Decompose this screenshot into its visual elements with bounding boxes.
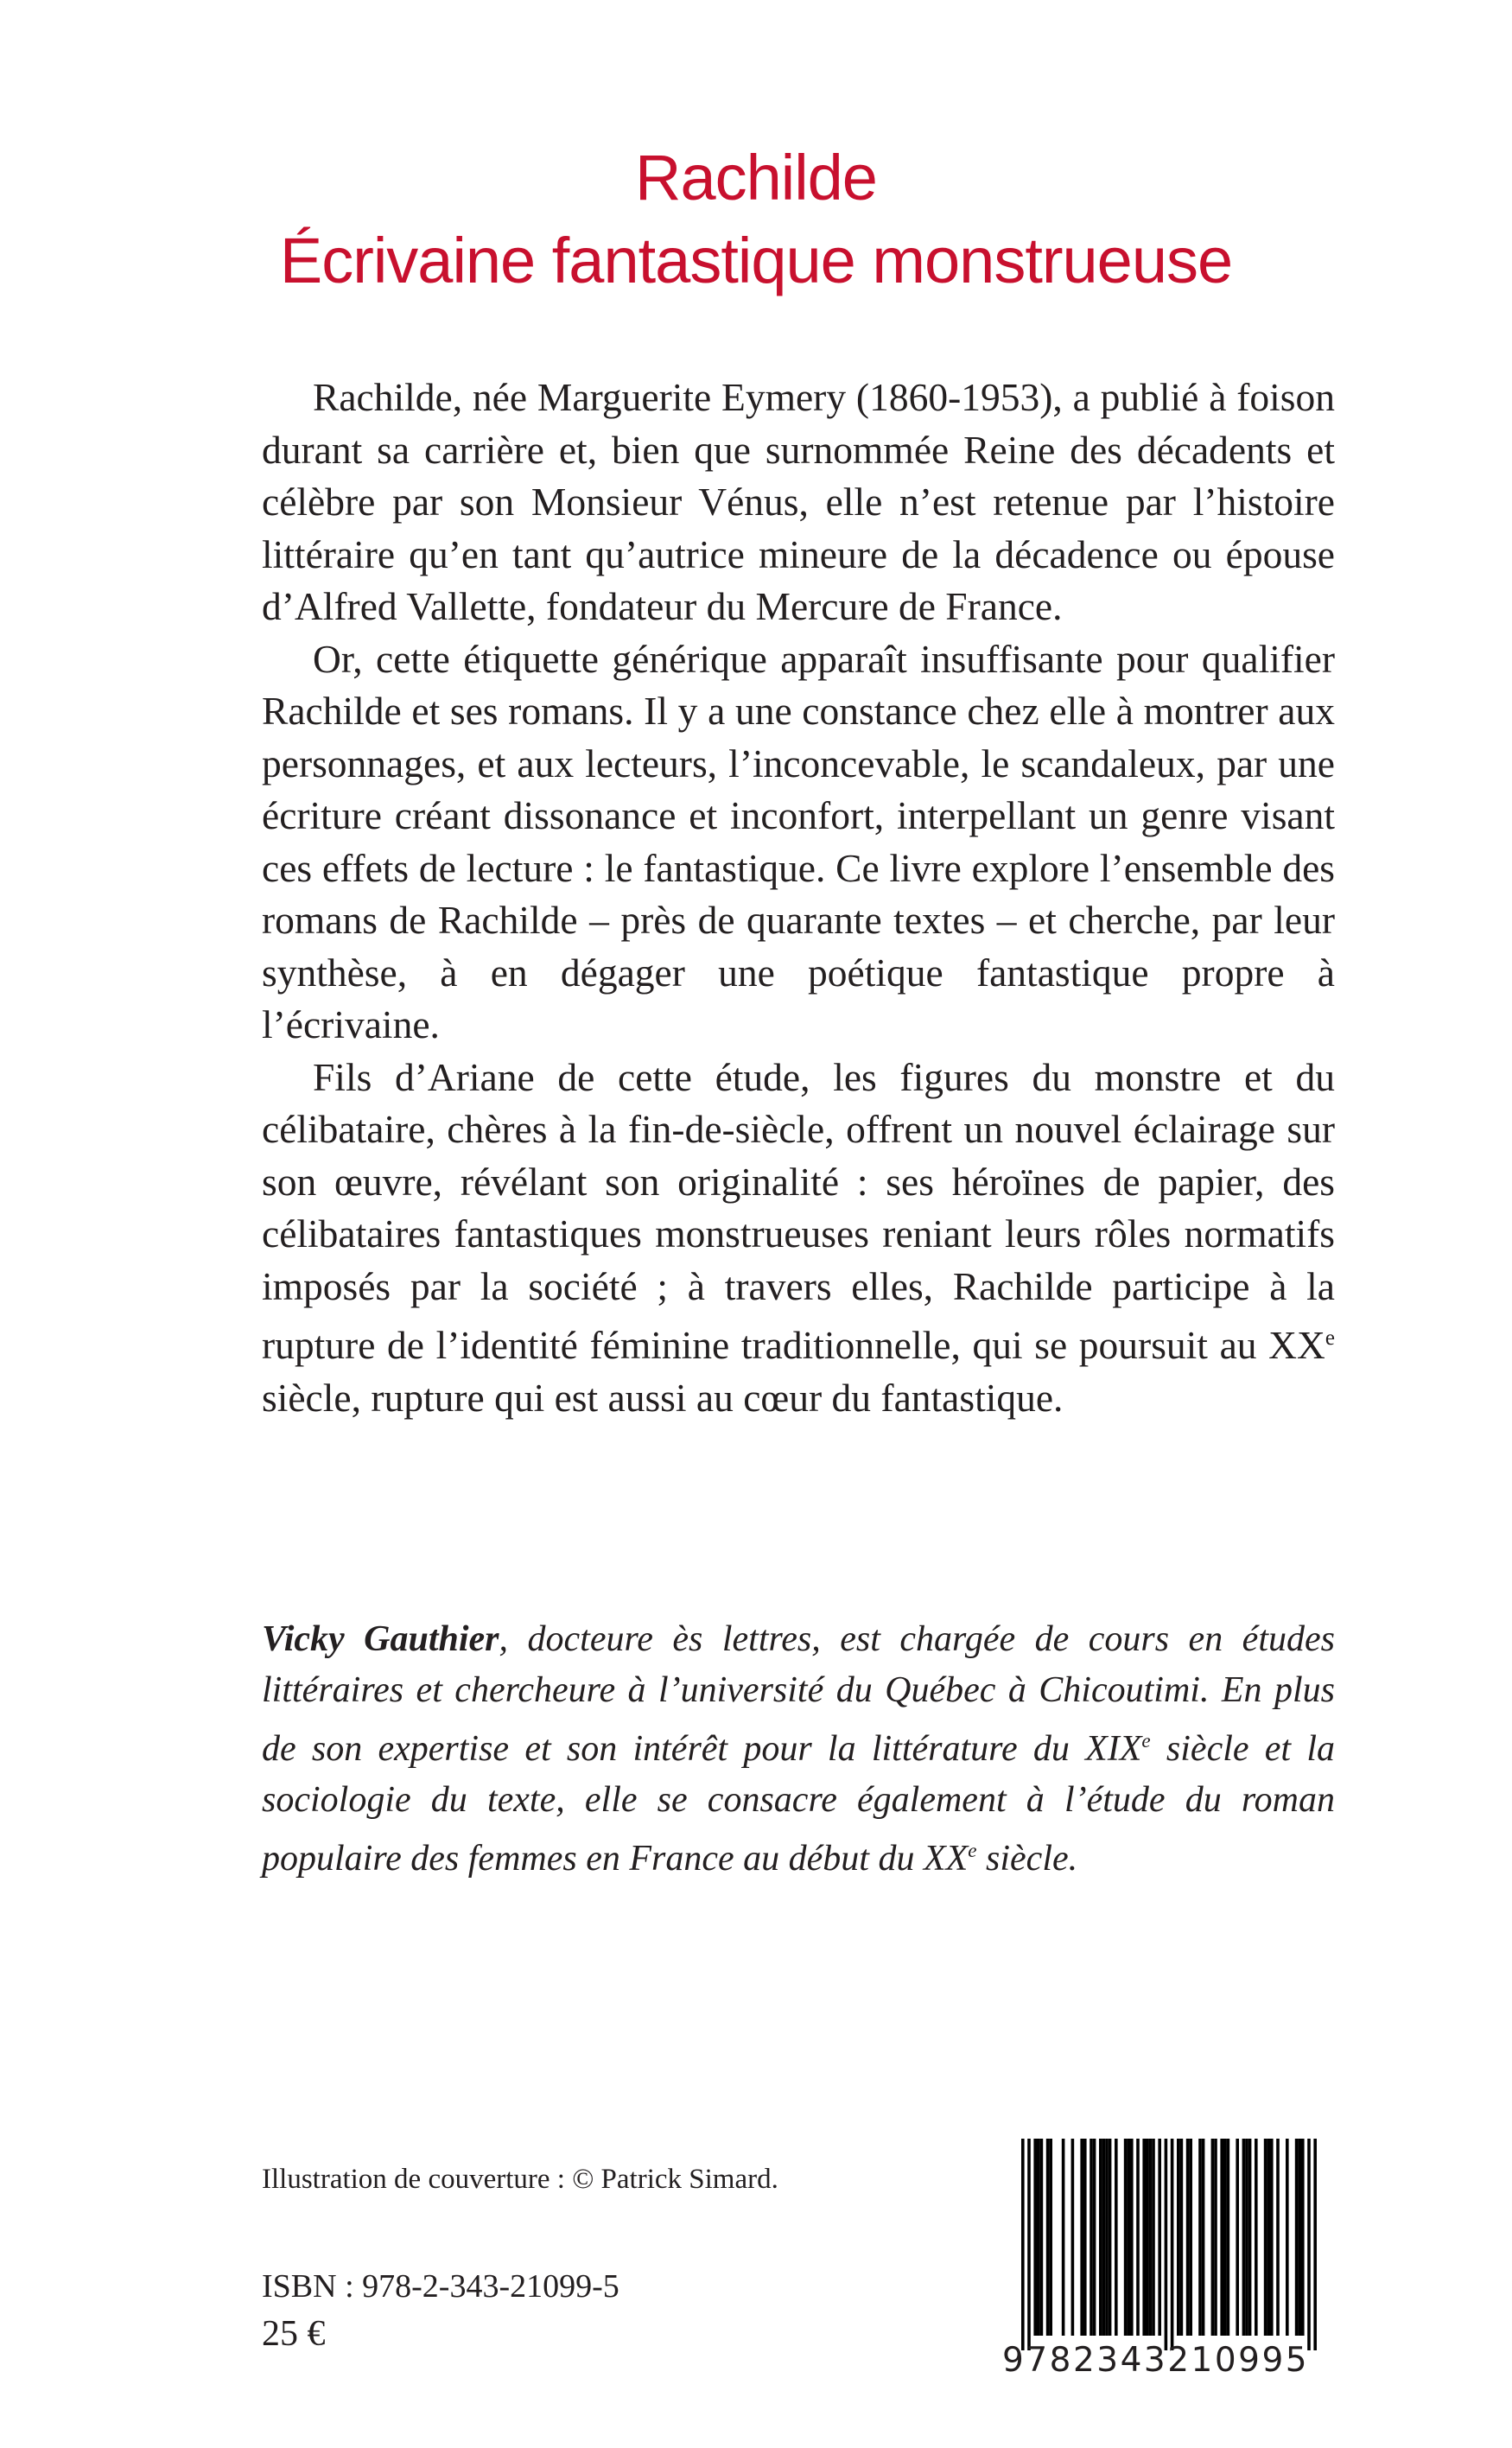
barcode-bar: [1171, 2139, 1174, 2350]
barcode-bar: [1037, 2139, 1040, 2336]
barcode-bar: [1136, 2139, 1140, 2336]
barcode-bar: [1090, 2139, 1093, 2336]
barcode-bar: [1021, 2139, 1025, 2350]
barcode-bar: [1180, 2139, 1184, 2336]
author-name: Vicky Gauthier: [262, 1619, 499, 1659]
cover-credit: Illustration de couverture : © Patrick Simard.: [262, 2164, 778, 2195]
barcode-bar: [1146, 2139, 1149, 2336]
barcode-bar: [1198, 2139, 1202, 2336]
barcode-bar: [1264, 2139, 1267, 2336]
barcode-bars: [1002, 2139, 1335, 2350]
price: 25 €: [262, 2314, 326, 2354]
barcode-bar: [1307, 2139, 1311, 2350]
barcode-bar: [1242, 2139, 1246, 2336]
barcode-bar: [1124, 2139, 1128, 2336]
isbn: ISBN : 978-2-343-21099-5: [262, 2268, 619, 2305]
barcode-bar: [1099, 2139, 1102, 2336]
barcode-bar: [1189, 2139, 1192, 2336]
barcode-bar: [1033, 2139, 1037, 2336]
barcode-bar: [1152, 2139, 1155, 2336]
barcode-bar: [1177, 2139, 1180, 2336]
barcode-bar: [1223, 2139, 1227, 2336]
barcode-bar: [1102, 2139, 1106, 2336]
barcode-bar: [1109, 2139, 1112, 2336]
barcode-bar: [1149, 2139, 1153, 2336]
barcode-bar: [1027, 2139, 1031, 2350]
barcode-bar: [1202, 2139, 1205, 2336]
barcode-bar: [1142, 2139, 1146, 2336]
author-bio: Vicky Gauthier, docteure ès lettres, est chargée de cours en études littéraires et chercheure à l’université du Québec à Chicoutimi. En plus de son expertise et son intérêt pour la littérature du XIXe siècle et la sociologie du texte, elle se consacre également à l’étude du roman populaire des femmes en France au début du XXe siècle.: [262, 1619, 1335, 1879]
summary-text: [262, 372, 1335, 1424]
barcode-bar: [1313, 2139, 1317, 2350]
barcode-bar: [1298, 2139, 1301, 2336]
barcode-bar: [1049, 2139, 1052, 2336]
barcode-bar: [1295, 2139, 1299, 2336]
barcode-bar: [1080, 2139, 1083, 2336]
barcode-bar: [1236, 2139, 1239, 2336]
barcode-bar: [1248, 2139, 1252, 2336]
barcode-bar: [1270, 2139, 1274, 2336]
barcode-bar: [1211, 2139, 1215, 2336]
summary-paragraph: Fils d’Ariane de cette étude, les figures du monstre et du célibataire, chères à la fin-de-siècle, offrent un nouvel éclairage sur son œuvre, révélant son originalité : ses héroïnes de papier, des célibataires fantastiques monstrueuses reniant leurs rôles normatifs imposés par la société ; à travers elles, Rachilde participe à la rupture de l’identité féminine traditionnelle, qui se poursuit au XXe siècle, rupture qui est aussi au cœur du fantastique.: [262, 1054, 1335, 1420]
barcode-bar: [1115, 2139, 1118, 2336]
barcode-bar: [1127, 2139, 1130, 2336]
barcode-digits: 9782343210995: [1002, 2341, 1310, 2380]
barcode-bar: [1227, 2139, 1230, 2336]
barcode: [1002, 2139, 1335, 2398]
barcode-bar: [1071, 2139, 1075, 2336]
barcode-bar: [1165, 2139, 1168, 2350]
barcode-bar: [1276, 2139, 1280, 2336]
barcode-bar: [1062, 2139, 1065, 2336]
barcode-bar: [1158, 2139, 1161, 2336]
barcode-bar: [1301, 2139, 1305, 2336]
barcode-bar: [1130, 2139, 1134, 2336]
barcode-bar: [1220, 2139, 1223, 2336]
barcode-bar: [1105, 2139, 1109, 2336]
barcode-bar: [1046, 2139, 1050, 2336]
barcode-bar: [1245, 2139, 1248, 2336]
barcode-bar: [1083, 2139, 1087, 2336]
barcode-bar: [1267, 2139, 1270, 2336]
summary-paragraph: Or, cette étiquette générique apparaît insuffisante pour qualifier Rachilde et ses romans. Il y a une constance chez elle à montrer aux personnages, et aux lecteurs, l’inconcevable, le scandaleux, par une écriture créant dissonance et inconfort, interpellant un genre visant ces effets de lecture : le fantastique. Ce livre explore l’ensemble des romans de Rachilde – près de quarante textes – et cherche, par leur synthèse, à en dégager une poétique fantastique propre à l’écrivaine.: [262, 636, 1335, 1046]
title-author: Rachilde: [635, 142, 877, 213]
barcode-bar: [1255, 2139, 1258, 2336]
barcode-bar: [1286, 2139, 1289, 2336]
barcode-bar: [1040, 2139, 1044, 2336]
barcode-bar: [1186, 2139, 1190, 2336]
barcode-bar: [1093, 2139, 1096, 2336]
barcode-bar: [1214, 2139, 1217, 2336]
title-subtitle: Écrivaine fantastique monstrueuse: [279, 225, 1233, 296]
summary-paragraph: Rachilde, née Marguerite Eymery (1860-1953), a publié à foison durant sa carrière et, bien que surnommée Reine des décadents et célèbre par son Monsieur Vénus, elle n’est retenue par l’histoire littéraire qu’en tant qu’autrice mineure de la décadence ou épouse d’Alfred Vallette, fondateur du Mercure de France.: [262, 375, 1335, 628]
